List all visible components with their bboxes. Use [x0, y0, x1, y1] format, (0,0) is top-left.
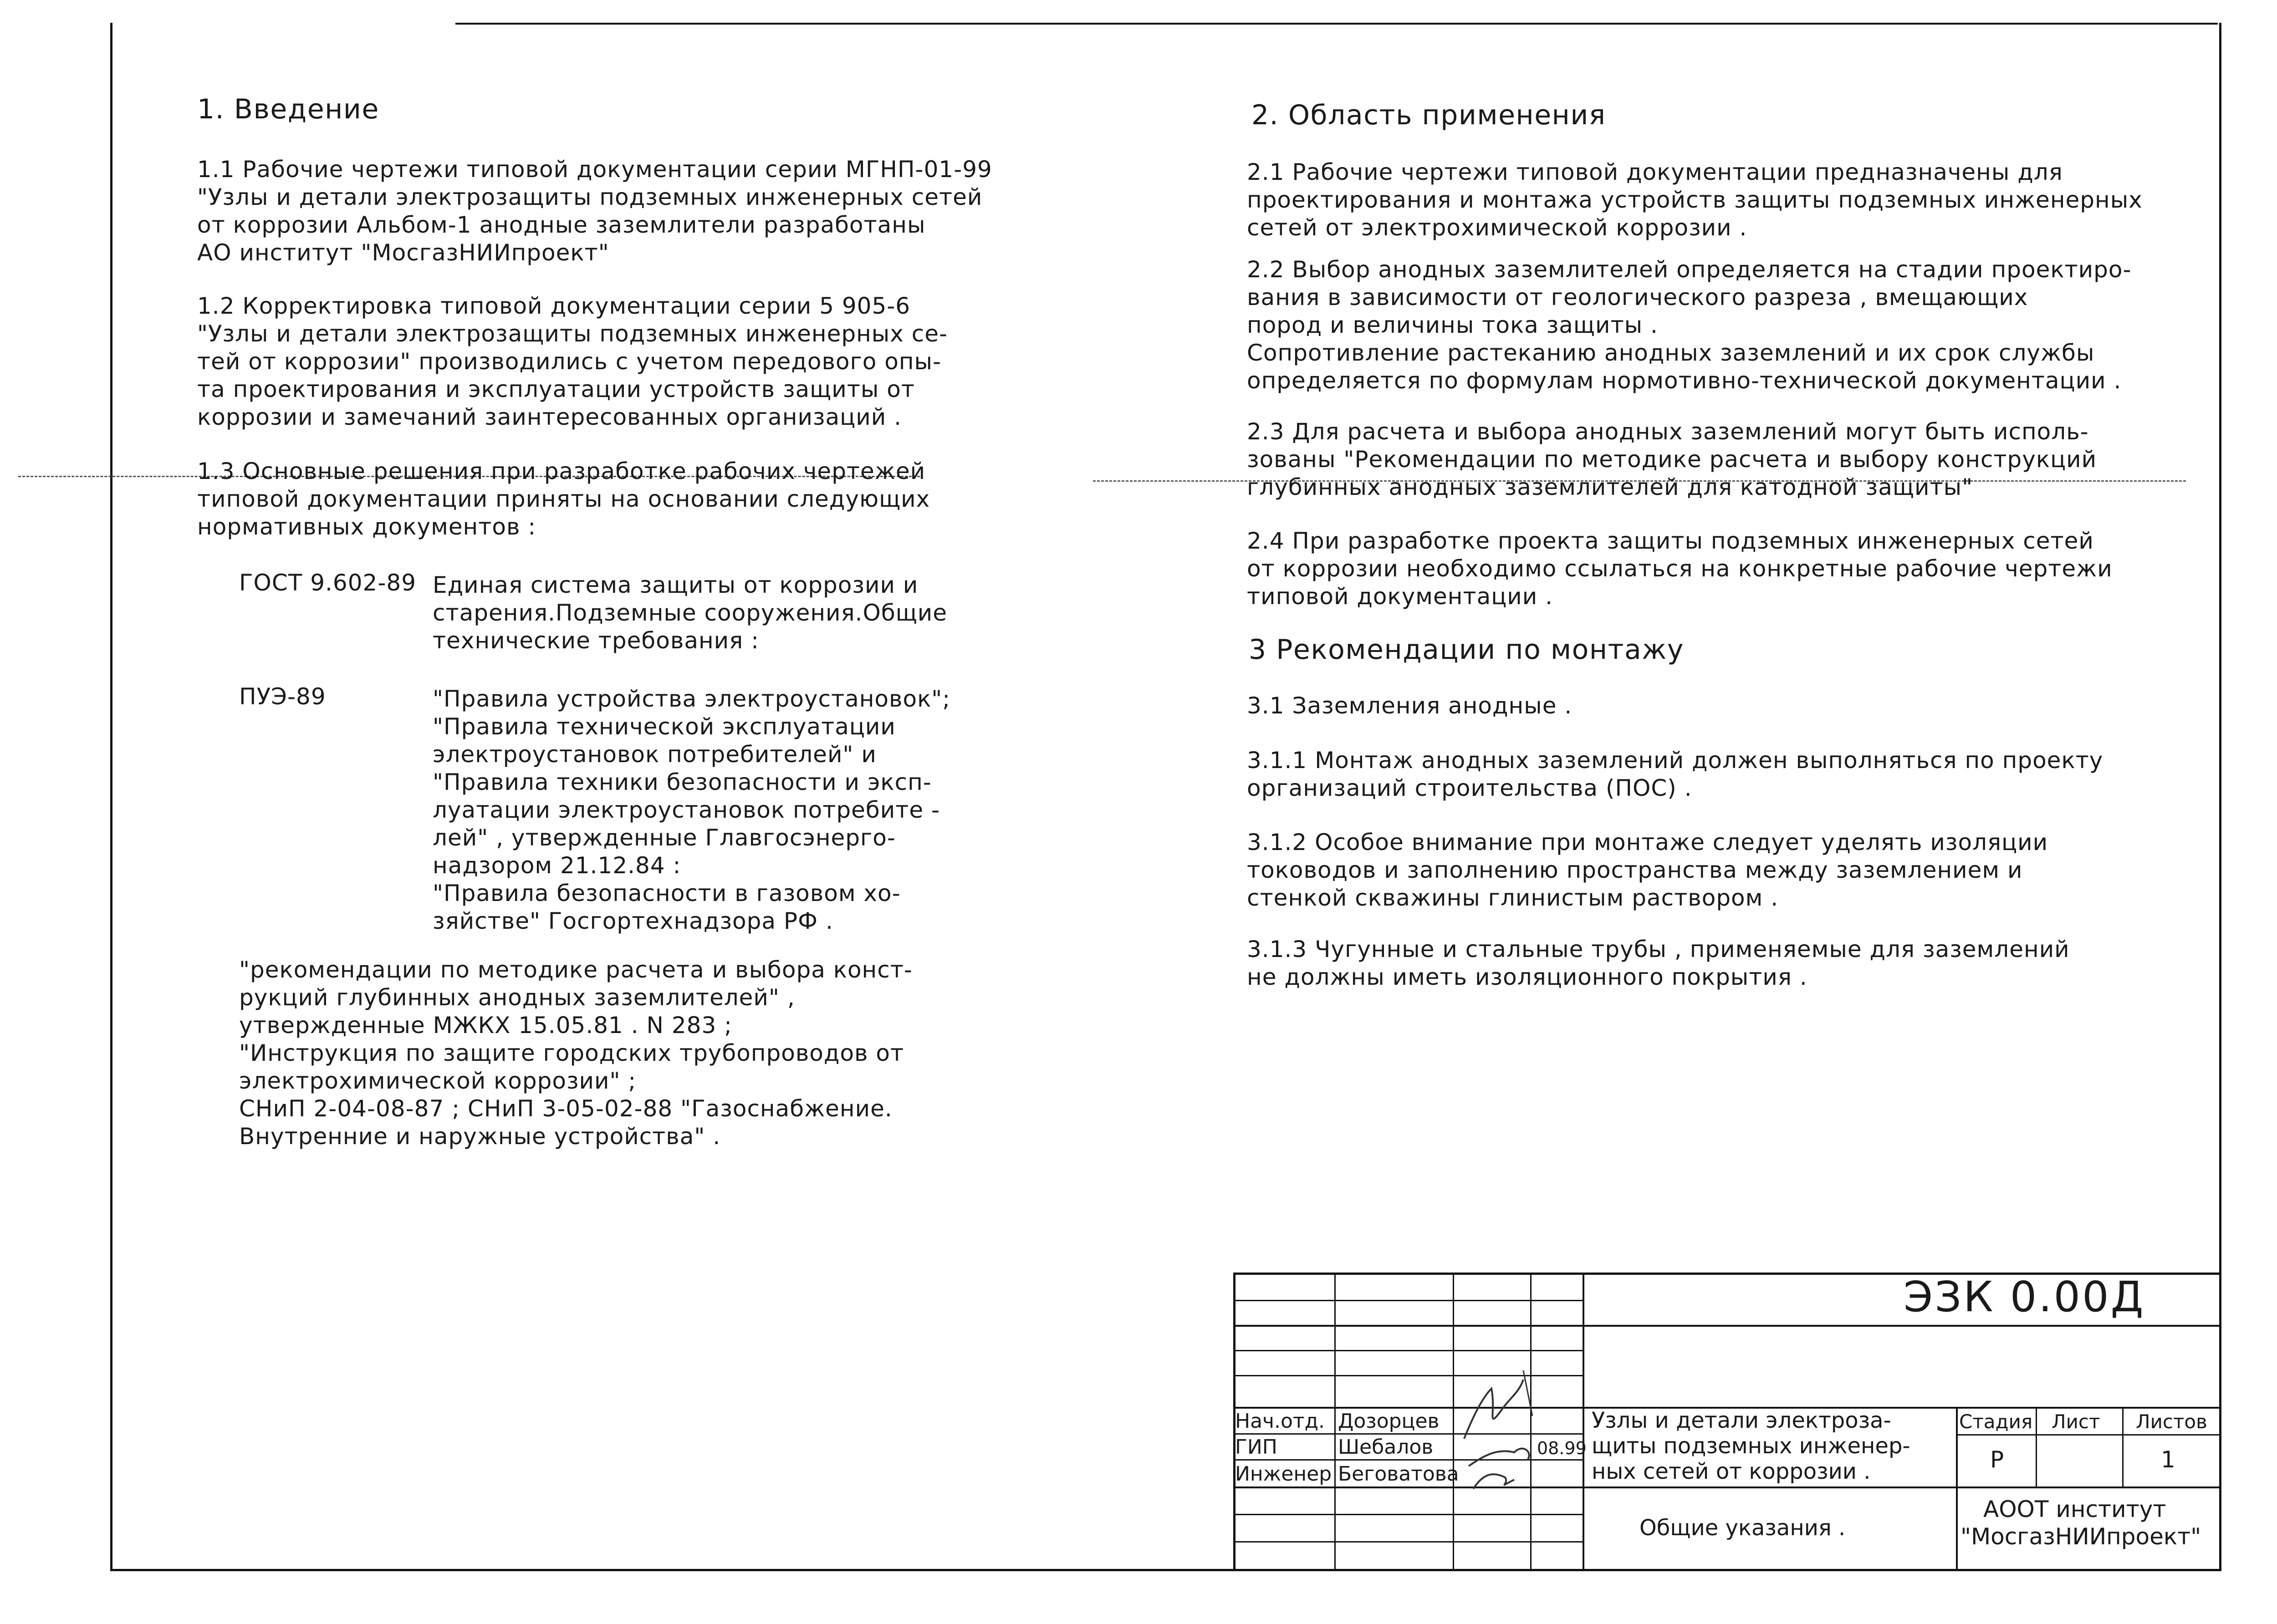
sheet-label: Лист — [2052, 1410, 2100, 1433]
sheets-value: 1 — [2161, 1446, 2175, 1473]
text-line: ных сетей от коррозии . — [1592, 1459, 1871, 1484]
text-line: коррозии и замечаний заинтересованных организаций . — [197, 404, 902, 430]
sign-date: 08.99 — [1537, 1438, 1587, 1458]
text-line: лей" , утвержденные Главгосэнерго- — [433, 825, 896, 851]
text-line: нормативных документов : — [197, 514, 536, 540]
text-line: типовой документации . — [1247, 583, 1553, 610]
text-line: 3.1.2 Особое внимание при монтаже следует уделять изоляции — [1247, 829, 2048, 855]
text-line: "Правила устройства электроустановок"; — [433, 686, 951, 712]
signature-image — [1455, 1361, 1583, 1493]
section2-p4 — [1247, 527, 2113, 611]
text-line: электрохимической коррозии" ; — [239, 1068, 637, 1094]
text-line: вания в зависимости от геологического разреза , вмещающих — [1247, 284, 2028, 311]
text-line: 2.2 Выбор анодных заземлителей определяется на стадии проектиро- — [1247, 256, 2132, 283]
stamp-line — [1583, 1273, 1584, 1571]
stage-label: Стадия — [1959, 1410, 2033, 1433]
section2-title: 2. Область применения — [1251, 99, 1606, 131]
stamp-line — [1453, 1273, 1454, 1571]
sheet-name: Общие указания . — [1639, 1515, 1846, 1541]
text-line: стенкой скважины глинистым раствором . — [1247, 885, 1779, 911]
text-line: та проектирования и эксплуатации устройств защиты от — [197, 376, 915, 402]
text-line: типовой документации приняты на основании следующих — [197, 486, 930, 512]
text-line: утвержденные МЖКХ 15.05.81 . N 283 ; — [239, 1012, 733, 1039]
text-line: зяйстве" Госгортехнадзора РФ . — [433, 908, 833, 934]
frame-bottom-border — [110, 1569, 2221, 1571]
text-line: технические требования : — [433, 627, 759, 654]
text-line: "Узлы и детали электрозащиты подземных инженерных сетей — [197, 184, 983, 210]
person-name: Беговатова — [1338, 1462, 1459, 1486]
role-label: Инженер — [1235, 1462, 1332, 1486]
text-line: от коррозии необходимо ссылаться на конкретные рабочие чертежи — [1247, 555, 2113, 582]
frame-left-border — [110, 23, 112, 1571]
text-line: проектирования и монтажа устройств защиты подземных инженерных — [1247, 187, 2143, 213]
gost-text — [433, 571, 947, 655]
document-number: ЭЗК 0.00Д — [1904, 1273, 2145, 1321]
text-line: электроустановок потребителей" и — [433, 741, 877, 768]
text-line: щиты подземных инженер- — [1592, 1433, 1910, 1459]
text-line: старения.Подземные сооружения.Общие — [433, 600, 948, 626]
text-line: организаций строительства (ПОС) . — [1247, 775, 1692, 801]
text-line: 2.4 При разработке проекта защиты подземных инженерных сетей — [1247, 528, 2094, 554]
text-line: определяется по формулам нормотивно-технической документации . — [1247, 367, 2122, 394]
stamp-line — [2122, 1407, 2124, 1487]
section1-title: 1. Введение — [197, 93, 379, 125]
text-line: "рекомендации по методике расчета и выбора конст- — [239, 957, 913, 983]
reference-list — [239, 956, 913, 1151]
text-line: "Инструкция по защите городских трубопроводов от — [239, 1040, 904, 1066]
text-line: пород и величины тока защиты . — [1247, 312, 1658, 338]
section1-p3 — [197, 458, 930, 541]
text-line: не должны иметь изоляционного покрытия . — [1247, 964, 1807, 990]
text-line: глубинных анодных заземлителей для катодной защиты" — [1247, 474, 1973, 500]
pue-text — [433, 685, 950, 935]
text-line: 1.1 Рабочие чертежи типовой документации серии МГНП-01-99 — [197, 156, 992, 183]
text-line: от коррозии Альбом-1 анодные заземлители разработаны — [197, 212, 926, 238]
text-line: 1.3 Основные решения при разработке рабочих чертежей — [197, 458, 926, 484]
stage-value: Р — [1990, 1446, 2004, 1473]
stamp-line — [1956, 1434, 2221, 1436]
text-line: рукций глубинных анодных заземлителей" , — [239, 984, 795, 1011]
text-line: надзором 21.12.84 : — [433, 852, 681, 879]
text-line: 2.3 Для расчета и выбора анодных заземлений могут быть исполь- — [1247, 418, 2089, 445]
text-line: АО институт "МосгазНИИпроект" — [197, 239, 609, 266]
sheets-label: Листов — [2136, 1410, 2207, 1433]
section1-p1 — [197, 156, 992, 267]
person-name: Шебалов — [1338, 1436, 1434, 1459]
section1-p2 — [197, 292, 948, 431]
text-line: сетей от электрохимической коррозии . — [1247, 214, 1747, 241]
gost-code: ГОСТ 9.602-89 — [239, 570, 417, 596]
text-line: зованы "Рекомендации по методике расчета и выбору конструкций — [1247, 446, 2097, 473]
pue-code: ПУЭ-89 — [239, 683, 326, 710]
text-line: "Правила технической эксплуатации — [433, 713, 896, 740]
text-line: 1.2 Корректировка типовой документации серии 5 905-6 — [197, 293, 911, 319]
text-line: "Правила безопасности в газовом хо- — [433, 880, 901, 906]
text-line: луатации электроустановок потребите - — [433, 797, 940, 823]
text-line: 2.1 Рабочие чертежи типовой документации предназначены для — [1247, 159, 2063, 185]
text-line: тей от коррозии" производились с учетом передового опы- — [197, 348, 942, 375]
section3-1-2 — [1247, 829, 2048, 912]
stamp-line — [1233, 1325, 2221, 1327]
stamp-line — [1233, 1487, 2221, 1488]
stamp-line — [1956, 1407, 1958, 1571]
stamp-line — [2036, 1407, 2037, 1487]
frame-top-border — [455, 23, 2218, 25]
text-line: АООТ институт — [1983, 1496, 2166, 1522]
organization — [1960, 1496, 2201, 1550]
text-line: 3.1.3 Чугунные и стальные трубы , применяемые для заземлений — [1247, 936, 2070, 962]
stamp-line — [1334, 1273, 1336, 1571]
frame-right-border — [2219, 23, 2221, 1571]
section3-1: 3.1 Заземления анодные . — [1247, 692, 1572, 719]
text-line: 3.1.1 Монтаж анодных заземлений должен выполняться по проекту — [1247, 747, 2103, 774]
section3-1-1 — [1247, 747, 2103, 802]
text-line: Сопротивление растеканию анодных заземлений и их срок службы — [1247, 340, 2095, 366]
text-line: Внутренние и наружные устройства" . — [239, 1123, 721, 1150]
product-title — [1592, 1408, 1910, 1484]
text-line: СНиП 2-04-08-87 ; СНиП 3-05-02-88 "Газоснабжение. — [239, 1095, 893, 1122]
person-name: Дозорцев — [1338, 1410, 1440, 1433]
text-line: "МосгазНИИпроект" — [1960, 1523, 2201, 1550]
text-line: "Узлы и детали электрозащиты подземных инженерных се- — [197, 321, 948, 347]
section3-title: 3 Рекомендации по монтажу — [1249, 634, 1684, 666]
section2-p3 — [1247, 418, 2097, 501]
role-label: Нач.отд. — [1235, 1410, 1325, 1433]
text-line: "Правила техники безопасности и эксп- — [433, 769, 932, 795]
section2-p2 — [1247, 256, 2132, 395]
text-line: Узлы и детали электроза- — [1592, 1408, 1891, 1433]
text-line: Единая система защиты от коррозии и — [433, 572, 919, 598]
section3-1-3 — [1247, 936, 2070, 991]
text-line: тоководов и заполнению пространства между заземлением и — [1247, 857, 2023, 883]
role-label: ГИП — [1235, 1436, 1277, 1459]
section2-p1 — [1247, 158, 2143, 242]
